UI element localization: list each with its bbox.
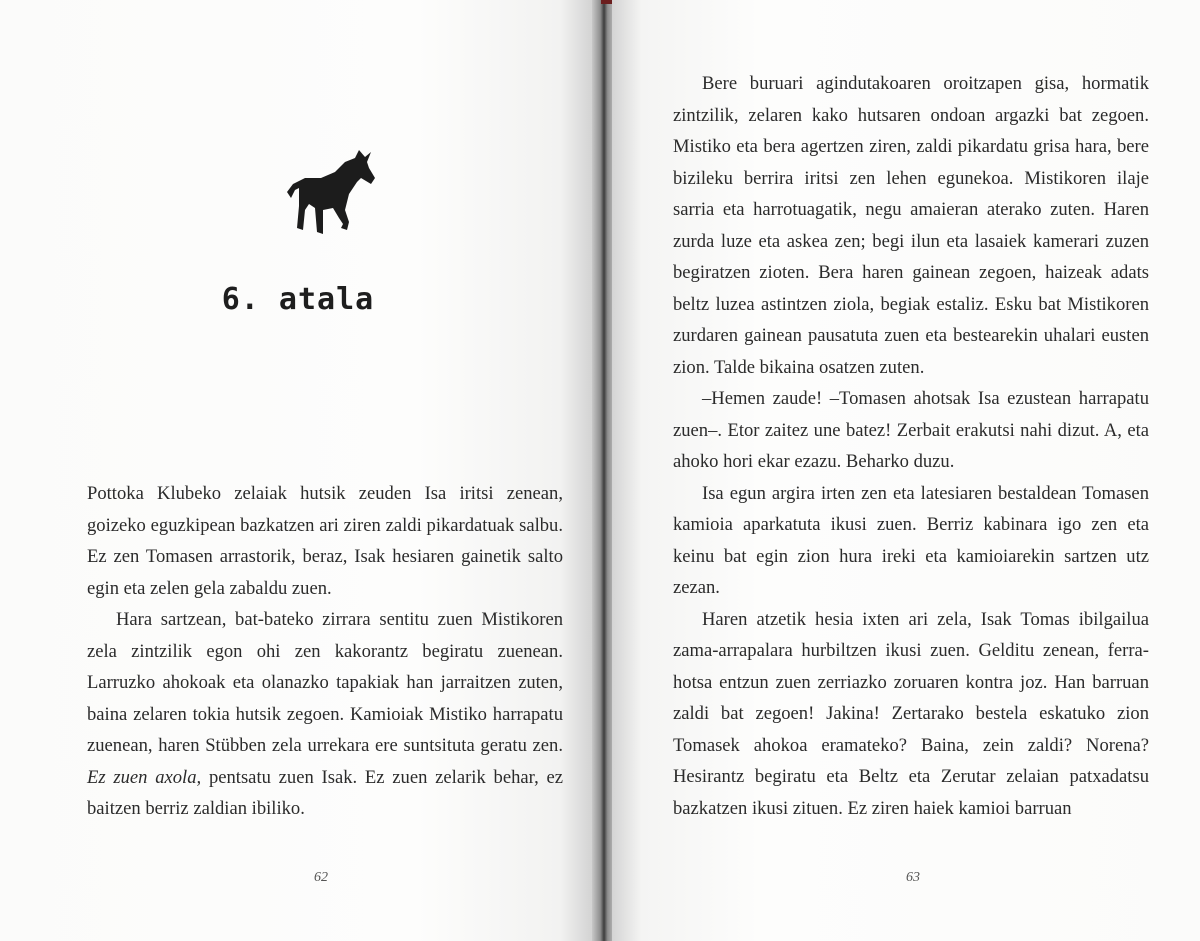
paragraph-text: pentsatu zuen Isak. Ez zuen zelarik behar, ez baitzen berriz zaldian ibiliko. (87, 766, 563, 819)
bookmark-ribbon (601, 0, 612, 4)
right-body-text (673, 68, 1149, 824)
page-number: 63 (906, 870, 920, 885)
right-page (612, 0, 1200, 941)
paragraph: Isa egun argira irten zen eta latesiaren bestaldean Tomasen kamioia aparkatuta ikusi zuen. Berriz kabinara igo zen eta keinu bat egin zion hura ireki eta kamioiarekin sartzen utz zezan. (673, 482, 1149, 598)
left-page (0, 0, 596, 941)
paragraph: –Hemen zaude! –Tomasen ahotsak Isa ezustean harrapatu zuen–. Etor zaitez une batez! Zerbait erakutsi nahi dizut. A, eta ahoko hori ekar ezazu. Beharko duzu. (673, 388, 1149, 472)
paragraph: Haren atzetik hesia ixten ari zela, Isak Tomas ibilgailua zama-arrapalara hurbiltzen ikusi zuen. Gelditu zenean, ferra-hotsa entzun zuen zerriazko zoruaren kontra joz. Han barruan zaldi bat zegoen! Jakina! Zertarako bestela eskatuko zion Tomasek ahokoa eramateko? Baina, zein zaldi? Norena? Hesirantz begiratu eta Beltz eta Zerutar zelaian patxadatsu bazkatzen ikusi zituen. Ez ziren haiek kamioi barruan (673, 608, 1149, 819)
paragraph (87, 604, 563, 825)
horse-silhouette-icon (285, 148, 375, 240)
paragraph: Pottoka Klubeko zelaiak hutsik zeuden Isa iritsi zenean, goizeko eguzkipean bazkatzen ari ziren zaldi pikardatuak salbu. Ez zen Tomasen arrastorik, beraz, Isak hesiaren gainetik salto egin eta zelen gela zabaldu zuen. (87, 483, 563, 599)
paragraph: Bere buruari agindutakoaren oroitzapen gisa, hormatik zintzilik, zelaren kako hutsaren ondoan argazki bat zegoen. Mistiko eta bera agertzen ziren, zaldi pikardatu grisa hara, bere bizileku berrira iritsi zen lehen egunekoa. Mistikoren ilaje sarria eta harrotuagatik, negu amaieran aterako zuten. Haren zurda luze eta askea zen; begi ilun eta lasaiek kamerari zuzen begiratzen zioten. Bera haren gainean zegoen, haizeak adats beltz luzea astintzen ziola, begiak estaliz. Esku bat Mistikoren zurdaren gainean pausatuta zuen eta bestearekin uhalari eusten zion. Talde bikaina osatzen zuten. (673, 73, 1149, 378)
italic-phrase: Ez zuen axola, (87, 766, 202, 788)
left-body-text (87, 478, 563, 825)
chapter-title: 6. atala (221, 282, 375, 317)
paragraph-text: Hara sartzean, bat-bateko zirrara sentitu zuen Mistikoren zela zintzilik egon ohi zen kakorantz begiratu zuenean. Larruzko ahokoak eta olanazko tapakiak han jarraitzen zuten, baina zelaren tokia hutsik zegoen. Kamioiak Mistiko harrapatu zuenean, haren Stübben zela urrekara ere suntsituta geratu zen. (87, 609, 563, 756)
page-number: 62 (314, 870, 328, 885)
